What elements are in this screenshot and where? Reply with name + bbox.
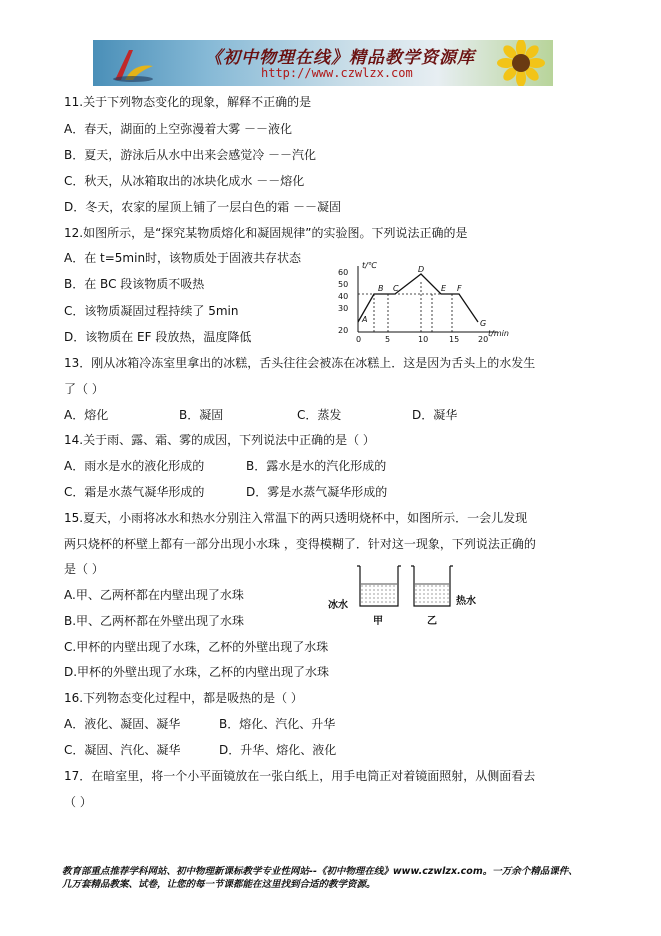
y-axis-label: t/℃ [362, 261, 377, 270]
q16-option-b: B．熔化、汽化、升华 [219, 717, 336, 731]
beaker-hot [411, 566, 453, 606]
y-tick-60: 60 [338, 268, 349, 277]
y-tick-20: 20 [338, 326, 349, 335]
point-label-d: D [418, 265, 425, 274]
q12-option-c: C．该物质凝固过程持续了 5min [64, 304, 239, 318]
q17-stem-line2: （ ） [64, 795, 92, 809]
q13-option-b: B．凝固 [179, 408, 224, 422]
q15-option-d: D.甲杯的外壁出现了水珠，乙杯的内壁出现了水珠 [64, 665, 330, 679]
header-banner [93, 40, 553, 86]
q11-stem: 11.关于下列物态变化的现象，解释不正确的是 [64, 95, 312, 109]
point-label-b: B [378, 284, 384, 293]
q12-option-b: B．在 BC 段该物质不吸热 [64, 277, 205, 291]
cup-a-label: 甲 [373, 616, 383, 627]
x-tick-20: 20 [478, 335, 489, 344]
temperature-time-graph [338, 260, 510, 344]
q17-stem-line1: 17．在暗室里，将一个小平面镜放在一张白纸上，用手电筒正对着镜面照射，从侧面看去 [64, 769, 536, 783]
q15-stem-line3: 是（ ） [64, 562, 104, 576]
q15-option-b: B.甲、乙两杯都在外壁出现了水珠 [64, 614, 245, 628]
q12-option-d: D．该物质在 EF 段放热，温度降低 [64, 330, 252, 344]
x-tick-5: 5 [385, 335, 391, 344]
y-tick-30: 30 [338, 304, 349, 313]
point-label-a: A [362, 315, 368, 324]
ice-water-label: 冰水 [328, 600, 348, 611]
q14-option-a: A．雨水是水的液化形成的 [64, 459, 205, 473]
cup-b-label: 乙 [427, 616, 437, 627]
footer-line2: 几万套精品教案、试卷，让您的每一节课都能在这里找到合适的教学资源。 [62, 879, 376, 890]
page-footer [62, 865, 622, 891]
q12-stem: 12.如图所示，是“探究某物质熔化和凝固规律”的实验图。下列说法正确的是 [64, 226, 468, 240]
q15-option-c: C.甲杯的内壁出现了水珠，乙杯的外壁出现了水珠 [64, 640, 329, 654]
q15-stem-line2: 两只烧杯的杯壁上都有一部分出现小水珠 ，变得模糊了．针对这一现象，下列说法正确的 [64, 537, 536, 551]
q14-stem: 14.关于雨、露、霜、雾的成因，下列说法中正确的是（ ） [64, 433, 375, 447]
point-label-c: C [393, 284, 399, 293]
site-logo-icon [111, 46, 155, 82]
footer-line1: 教育部重点推荐学科网站、初中物理新课标教学专业性网站--《初中物理在线》www.czwlzx.com。一万余个精品课件、 [62, 866, 578, 877]
q16-option-c: C．凝固、汽化、凝华 [64, 743, 181, 757]
q15-stem-line1: 15.夏天，小雨将冰水和热水分别注入常温下的两只透明烧杯中，如图所示．一会儿发现 [64, 511, 528, 525]
q13-option-d: D．凝华 [412, 408, 458, 422]
point-label-f: F [457, 284, 462, 293]
q11-option-d: D．冬天，农家的屋顶上铺了一层白色的霜 －－凝固 [64, 200, 342, 214]
q14-option-d: D．雾是水蒸气凝华形成的 [246, 485, 388, 499]
guide-lines [358, 282, 452, 332]
q14-option-c: C．霜是水蒸气凝华形成的 [64, 485, 205, 499]
q11-option-c: C．秋天，从冰箱取出的冰块化成水 －－熔化 [64, 174, 305, 188]
x-tick-10: 10 [418, 335, 429, 344]
q13-stem-line2: 了（ ） [64, 382, 104, 396]
y-tick-40: 40 [338, 292, 349, 301]
hot-water-label: 热水 [456, 596, 476, 607]
q13-option-a: A．熔化 [64, 408, 109, 422]
q16-option-d: D．升华、熔化、液化 [219, 743, 337, 757]
q16-option-a: A．液化、凝固、凝华 [64, 717, 181, 731]
banner-title: 《初中物理在线》精品教学资源库 [205, 48, 475, 68]
x-tick-15: 15 [449, 335, 460, 344]
q12-option-a: A．在 t=5min时，该物质处于固液共存状态 [64, 251, 302, 265]
x-axis-label: t/min [488, 329, 509, 338]
sunflower-icon [481, 40, 551, 86]
q16-stem: 16.下列物态变化过程中，都是吸热的是（ ） [64, 691, 303, 705]
q13-stem-line1: 13．刚从冰箱冷冻室里拿出的冰糕，舌头往往会被冻在冰糕上．这是因为舌头上的水发生 [64, 356, 536, 370]
q14-option-b: B．露水是水的汽化形成的 [246, 459, 387, 473]
x-tick-0: 0 [356, 335, 362, 344]
beaker-cold [357, 566, 401, 606]
beakers-figure [326, 562, 496, 628]
q13-option-c: C．蒸发 [297, 408, 342, 422]
point-label-g: G [480, 319, 487, 328]
banner-url[interactable]: http://www.czwlzx.com [261, 66, 413, 80]
y-tick-50: 50 [338, 280, 349, 289]
q15-option-a: A.甲、乙两杯都在内壁出现了水珠 [64, 588, 244, 602]
temperature-curve [358, 274, 478, 322]
q11-option-b: B．夏天，游泳后从水中出来会感觉冷 －－汽化 [64, 148, 317, 162]
q11-option-a: A．春天，湖面的上空弥漫着大雾 －－液化 [64, 122, 293, 136]
point-label-e: E [441, 284, 447, 293]
